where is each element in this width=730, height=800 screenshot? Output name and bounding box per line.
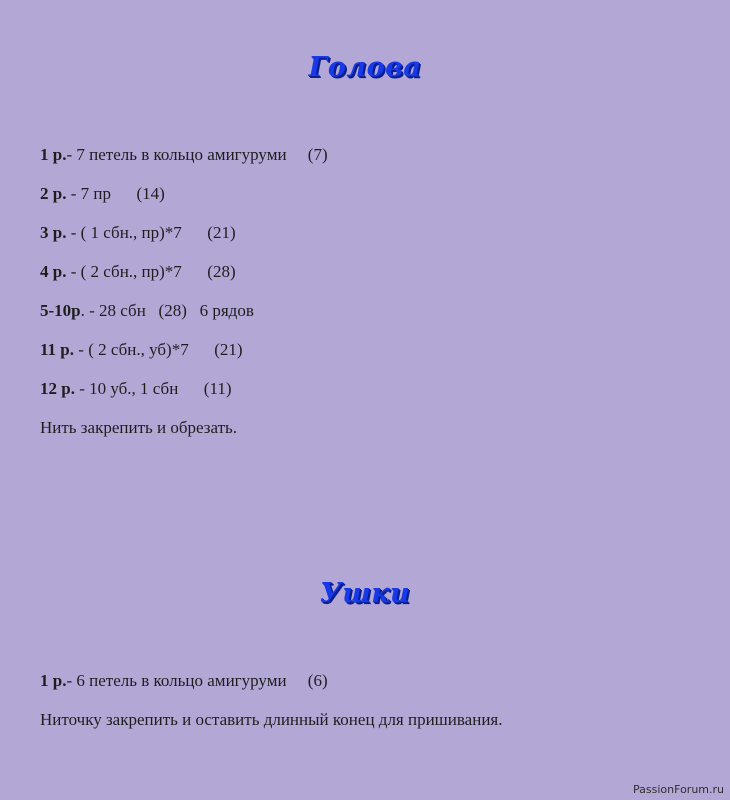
row-3 bbox=[40, 223, 236, 243]
row-text: - 10 уб., 1 сбн (11) bbox=[74, 379, 232, 398]
section-note-ears: Ниточку закрепить и оставить длинный конец для пришивания. bbox=[40, 710, 503, 729]
row-text: . - 28 сбн (28) 6 рядов bbox=[80, 301, 254, 320]
row-2 bbox=[40, 184, 165, 204]
section-note-head: Нить закрепить и обрезать. bbox=[40, 418, 238, 437]
row-4 bbox=[40, 262, 236, 282]
row-text: - 7 пр (14) bbox=[66, 184, 165, 203]
row-5-10 bbox=[40, 301, 254, 321]
row-1 bbox=[40, 145, 328, 165]
row-number: 11 р. bbox=[40, 340, 75, 359]
row-number: 12 р. bbox=[40, 379, 75, 398]
row-text: - 6 петель в кольцо амигуруми (6) bbox=[66, 671, 328, 690]
row-text: - ( 2 сбн., пр)*7 (28) bbox=[66, 262, 236, 281]
row-number: 2 р. bbox=[40, 184, 67, 203]
section-title-ears: Ушки bbox=[319, 578, 411, 609]
row-11 bbox=[40, 340, 243, 360]
row-number: 4 р. bbox=[40, 262, 67, 281]
row-text: - ( 2 сбн., уб)*7 (21) bbox=[74, 340, 243, 359]
row-number: 1 р. bbox=[40, 145, 67, 164]
row-number: 5-10р bbox=[40, 301, 81, 320]
watermark: PassionForum.ru bbox=[633, 783, 724, 796]
row-12 bbox=[40, 379, 232, 399]
row-text: - ( 1 сбн., пр)*7 (21) bbox=[66, 223, 236, 242]
row-text: - 7 петель в кольцо амигуруми (7) bbox=[66, 145, 328, 164]
ears-row-1 bbox=[40, 671, 328, 691]
section-title-head: Голова bbox=[308, 52, 422, 83]
row-number: 3 р. bbox=[40, 223, 67, 242]
row-number: 1 р. bbox=[40, 671, 67, 690]
